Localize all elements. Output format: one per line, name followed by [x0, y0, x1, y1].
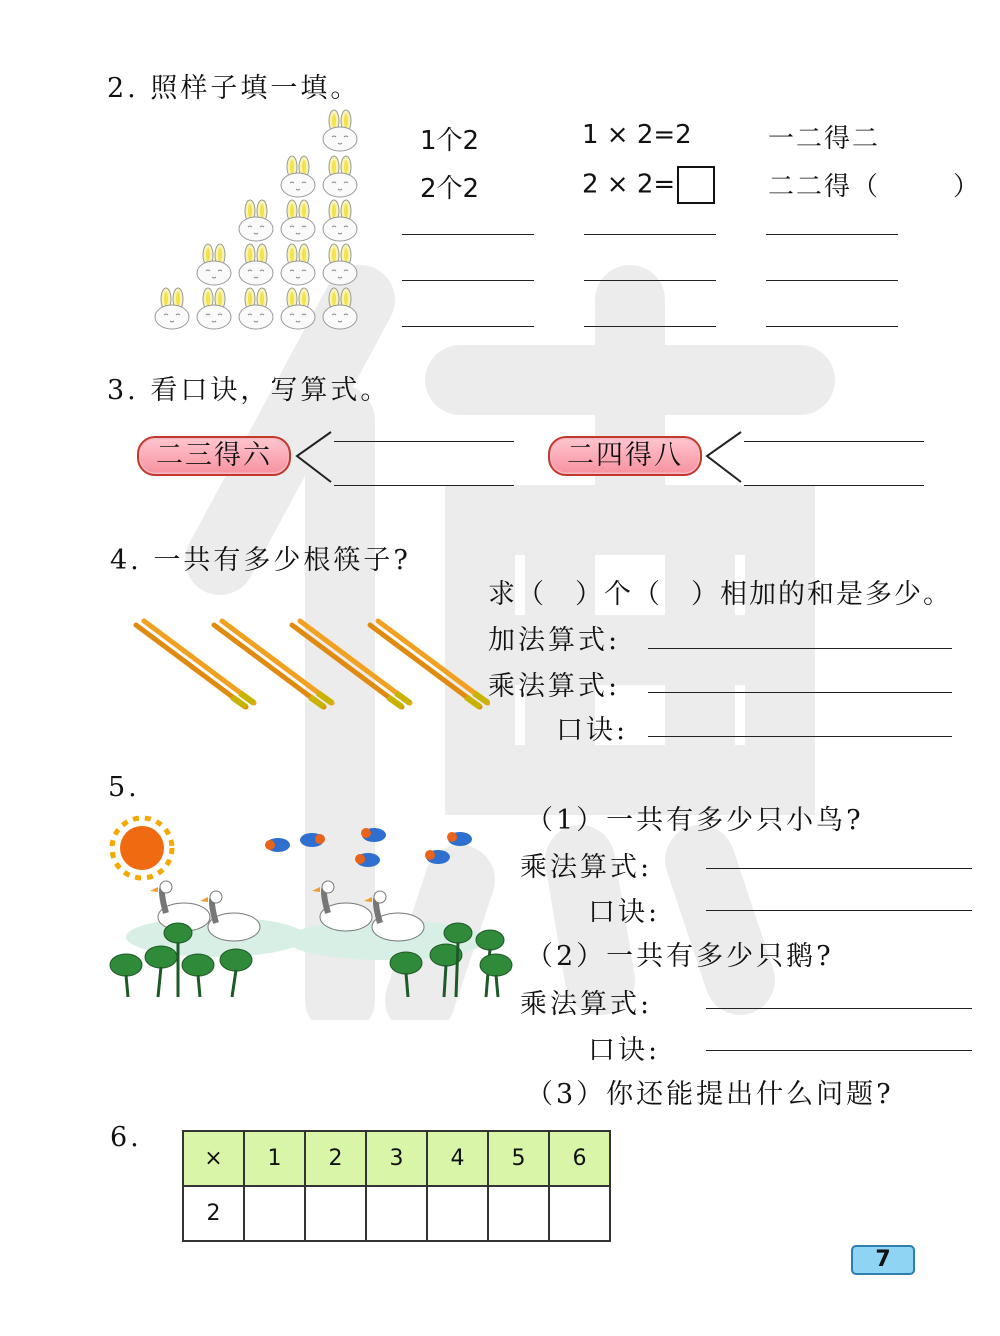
multiplication-table: [182, 1130, 611, 1242]
q2-equation-1: 1 × 2=2: [582, 120, 692, 150]
q2-equation-2-text: 2 × 2=: [582, 169, 676, 200]
answer-box[interactable]: [677, 166, 715, 204]
q6-title: 6.: [110, 1122, 142, 1153]
q2-rhyme-2: 二二得（: [768, 172, 881, 202]
answer-line[interactable]: [706, 1050, 972, 1051]
q4-question: 求（ ）个（ ）相加的和是多少。: [488, 579, 952, 610]
header-cell: ×: [183, 1131, 244, 1186]
row-label-cell: 2: [183, 1186, 244, 1241]
q5-mul-label-2: 乘法算式:: [520, 989, 653, 1020]
answer-cell[interactable]: [305, 1186, 366, 1241]
rabbit-icon-row-4: [197, 244, 357, 285]
answer-line[interactable]: [584, 326, 716, 327]
rhyme-pill-1: 二三得六: [137, 436, 291, 476]
sun-icon: [112, 818, 172, 878]
answer-cell[interactable]: [244, 1186, 305, 1241]
answer-cell[interactable]: [488, 1186, 549, 1241]
rabbit-icon-row-1: [323, 110, 357, 151]
answer-line[interactable]: [584, 234, 716, 235]
bird-icon: [361, 828, 386, 842]
q2-rhyme-2-close: ）: [953, 172, 980, 202]
answer-line[interactable]: [334, 485, 514, 486]
rabbit-pyramid: [148, 105, 368, 335]
answer-line[interactable]: [766, 326, 898, 327]
bird-icon: [265, 838, 290, 852]
answer-cell[interactable]: [366, 1186, 427, 1241]
q2-example-count-1: 1个2: [420, 126, 480, 156]
bird-icon: [447, 832, 472, 846]
answer-line[interactable]: [706, 868, 972, 869]
answer-line[interactable]: [584, 280, 716, 281]
bracket-icon: [293, 428, 333, 488]
answer-line[interactable]: [706, 910, 972, 911]
header-cell: 3: [366, 1131, 427, 1186]
answer-line[interactable]: [648, 648, 952, 649]
q4-title: 4. 一共有多少根筷子?: [110, 545, 411, 576]
answer-line[interactable]: [744, 485, 924, 486]
answer-line[interactable]: [648, 692, 952, 693]
header-cell: 1: [244, 1131, 305, 1186]
q3-title: 3. 看口诀，写算式。: [107, 375, 391, 406]
page-number: 7: [851, 1245, 915, 1275]
answer-line[interactable]: [766, 280, 898, 281]
pond-illustration: [106, 815, 522, 1005]
answer-cell[interactable]: [549, 1186, 610, 1241]
answer-line[interactable]: [402, 234, 534, 235]
chopsticks-illustration: [130, 615, 490, 715]
header-cell: 2: [305, 1131, 366, 1186]
q4-rhyme-label: 口诀:: [556, 715, 629, 746]
answer-line[interactable]: [648, 736, 952, 737]
q5-sub2: （2）一共有多少只鹅?: [526, 941, 834, 972]
answer-line[interactable]: [402, 326, 534, 327]
table-row: [183, 1186, 610, 1241]
answer-line[interactable]: [334, 441, 514, 442]
q5-mul-label-1: 乘法算式:: [520, 852, 653, 883]
answer-line[interactable]: [766, 234, 898, 235]
q5-sub1: （1）一共有多少只小鸟?: [526, 805, 864, 836]
q5-title: 5.: [108, 772, 140, 803]
table-header-row: [183, 1131, 610, 1186]
q5-sub3: （3）你还能提出什么问题?: [526, 1079, 894, 1110]
q4-mul-label: 乘法算式:: [488, 671, 621, 702]
answer-line[interactable]: [402, 280, 534, 281]
rabbit-icon-row-2: [281, 156, 357, 197]
rhyme-pill-2: 二四得八: [548, 436, 702, 476]
rabbit-icon-row-5: [155, 288, 357, 329]
q4-add-label: 加法算式:: [488, 625, 621, 656]
bird-icon: [355, 853, 380, 867]
q2-title: 2. 照样子填一填。: [107, 73, 361, 104]
answer-line[interactable]: [744, 441, 924, 442]
answer-line[interactable]: [706, 1008, 972, 1009]
q5-rhyme-label-1: 口诀:: [588, 897, 661, 928]
header-cell: 5: [488, 1131, 549, 1186]
q5-rhyme-label-2: 口诀:: [588, 1035, 661, 1066]
q2-example-count-2: 2个2: [420, 174, 480, 204]
header-cell: 4: [427, 1131, 488, 1186]
bird-icon: [425, 850, 450, 864]
q2-equation-2: [582, 166, 715, 204]
header-cell: 6: [549, 1131, 610, 1186]
answer-cell[interactable]: [427, 1186, 488, 1241]
bracket-icon: [703, 428, 743, 488]
rabbit-icon-row-3: [239, 200, 357, 241]
bird-icon: [300, 833, 325, 847]
q2-rhyme-1: 一二得二: [768, 124, 881, 154]
goose-icon: [312, 881, 372, 931]
